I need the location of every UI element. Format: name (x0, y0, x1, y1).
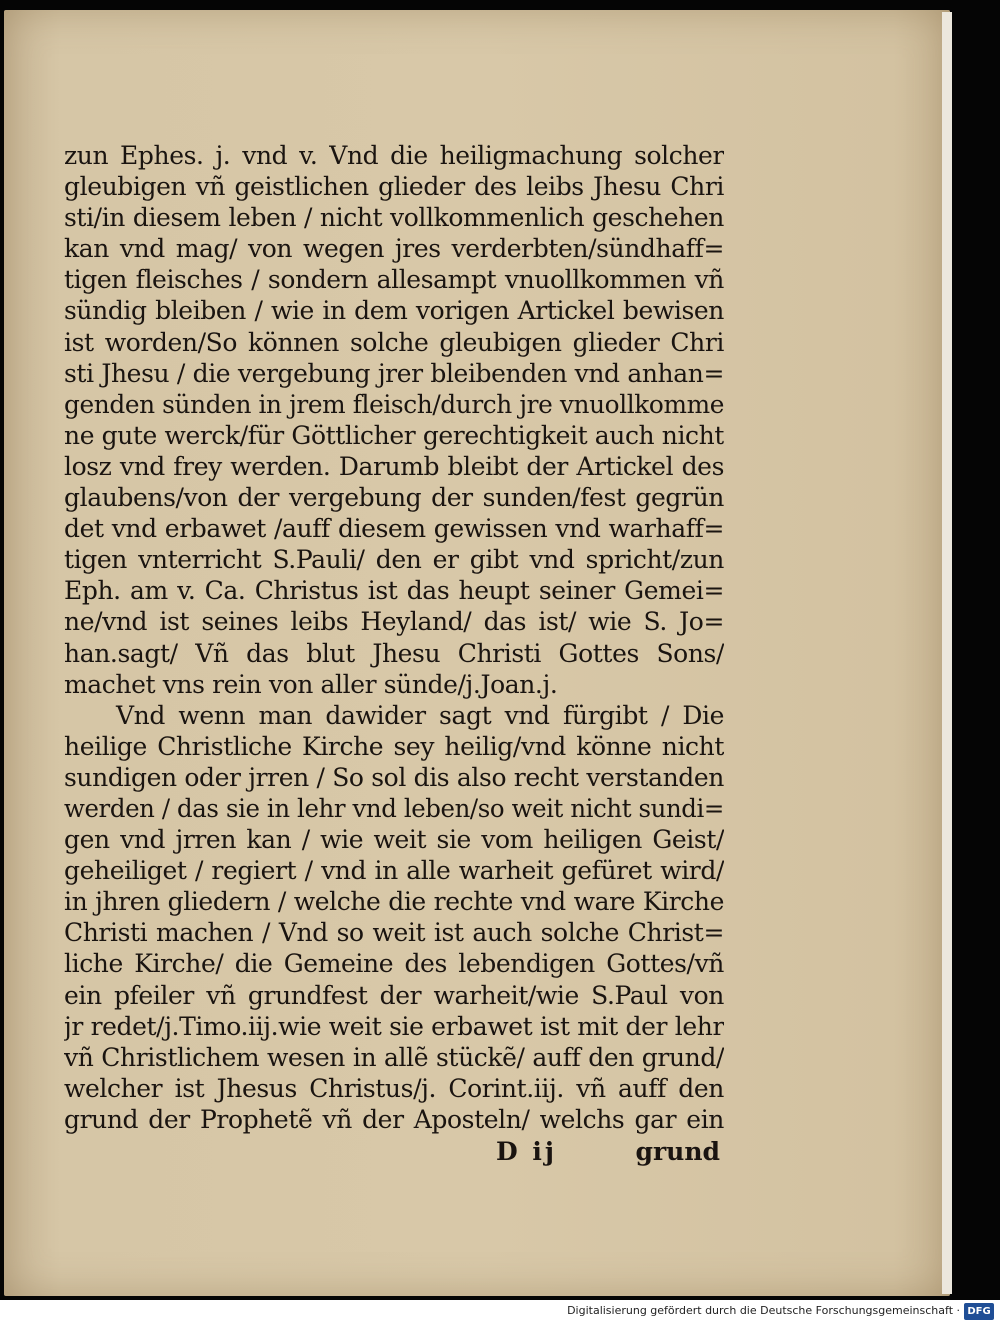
text-line: jr redet/j.Timo.iij.wie weit sie erbawet ist mit der lehr (64, 1011, 724, 1041)
text-line: in jhren gliedern / welche die rechte vnd ware Kirche (64, 887, 724, 917)
page-text (64, 140, 724, 1135)
catchword: grund (635, 1137, 720, 1166)
text-line: sündig bleiben / wie in dem vorigen Artickel bewisen (64, 296, 724, 326)
text-line: ein pfeiler vñ grundfest der warheit/wie S.Paul von (64, 980, 724, 1010)
text-line: geheiliget / regiert / vnd in alle warheit gefüret wird/ (64, 856, 724, 886)
text-line: heilige Christliche Kirche sey heilig/vnd könne nicht (64, 731, 724, 761)
text-line: han.sagt/ Vñ das blut Jhesu Christi Gottes Sons/ (64, 638, 724, 668)
text-line: machet vns rein von aller sünde/j.Joan.j. (64, 669, 558, 699)
book-page (4, 10, 950, 1296)
text-line: Eph. am v. Ca. Christus ist das heupt seiner Gemei= (64, 576, 724, 606)
text-line: genden sünden in jrem fleisch/durch jre vnuollkomme (64, 389, 724, 419)
dfg-logo[interactable]: DFG (964, 1303, 994, 1320)
text-line: Christi machen / Vnd so weit ist auch solche Christ= (64, 918, 724, 948)
funding-notice: Digitalisierung gefördert durch die Deutsche Forschungsgemeinschaft · (567, 1304, 960, 1317)
footer-bar (0, 1300, 1000, 1324)
text-line: sundigen oder jrren / So sol dis also recht verstanden (64, 762, 724, 792)
page-footer-row (64, 1137, 720, 1171)
text-line: zun Ephes. j. vnd v. Vnd die heiligmachung solcher (64, 141, 724, 170)
text-line: tigen fleisches / sondern allesampt vnuollkommen vñ (64, 265, 724, 295)
text-line: sti Jhesu / die vergebung jrer bleibenden vnd anhan= (64, 358, 724, 388)
text-line: ne gute werck/für Göttlicher gerechtigkeit auch nicht (64, 420, 724, 450)
text-line: vñ Christlichem wesen in allẽ stückẽ/ auff den grund/ (64, 1042, 724, 1072)
text-line: werden / das sie in lehr vnd leben/so weit nicht sundi= (64, 793, 724, 823)
text-line: ist worden/So können solche gleubigen glieder Chri (64, 327, 724, 357)
text-line: gleubigen vñ geistlichen glieder des leibs Jhesu Chri (64, 172, 724, 202)
text-line: det vnd erbawet /auff diesem gewissen vnd warhaff= (64, 514, 724, 544)
text-line: glaubens/von der vergebung der sunden/fest gegrün (64, 483, 724, 513)
signature-mark: D ij (496, 1137, 557, 1166)
text-line: losz vnd frey werden. Darumb bleibt der Artickel des (64, 451, 724, 481)
page-edge (942, 12, 952, 1294)
text-line: sti/in diesem leben / nicht vollkommenlich geschehen (64, 203, 724, 233)
text-line: liche Kirche/ die Gemeine des lebendigen Gottes/vñ (64, 949, 724, 979)
text-line: tigen vnterricht S.Pauli/ den er gibt vnd spricht/zun (64, 545, 724, 575)
text-line: ne/vnd ist seines leibs Heyland/ das ist/ wie S. Jo= (64, 607, 724, 637)
text-line: welcher ist Jhesus Christus/j. Corint.iij. vñ auff den (64, 1073, 724, 1103)
text-line: gen vnd jrren kan / wie weit sie vom heiligen Geist/ (64, 825, 724, 855)
text-line: grund der Prophetẽ vñ der Aposteln/ welchs gar ein (64, 1104, 724, 1134)
text-line: kan vnd mag/ von wegen jres verderbten/sündhaff= (64, 234, 724, 264)
text-line: Vnd wenn man dawider sagt vnd fürgibt / Die (116, 700, 724, 730)
